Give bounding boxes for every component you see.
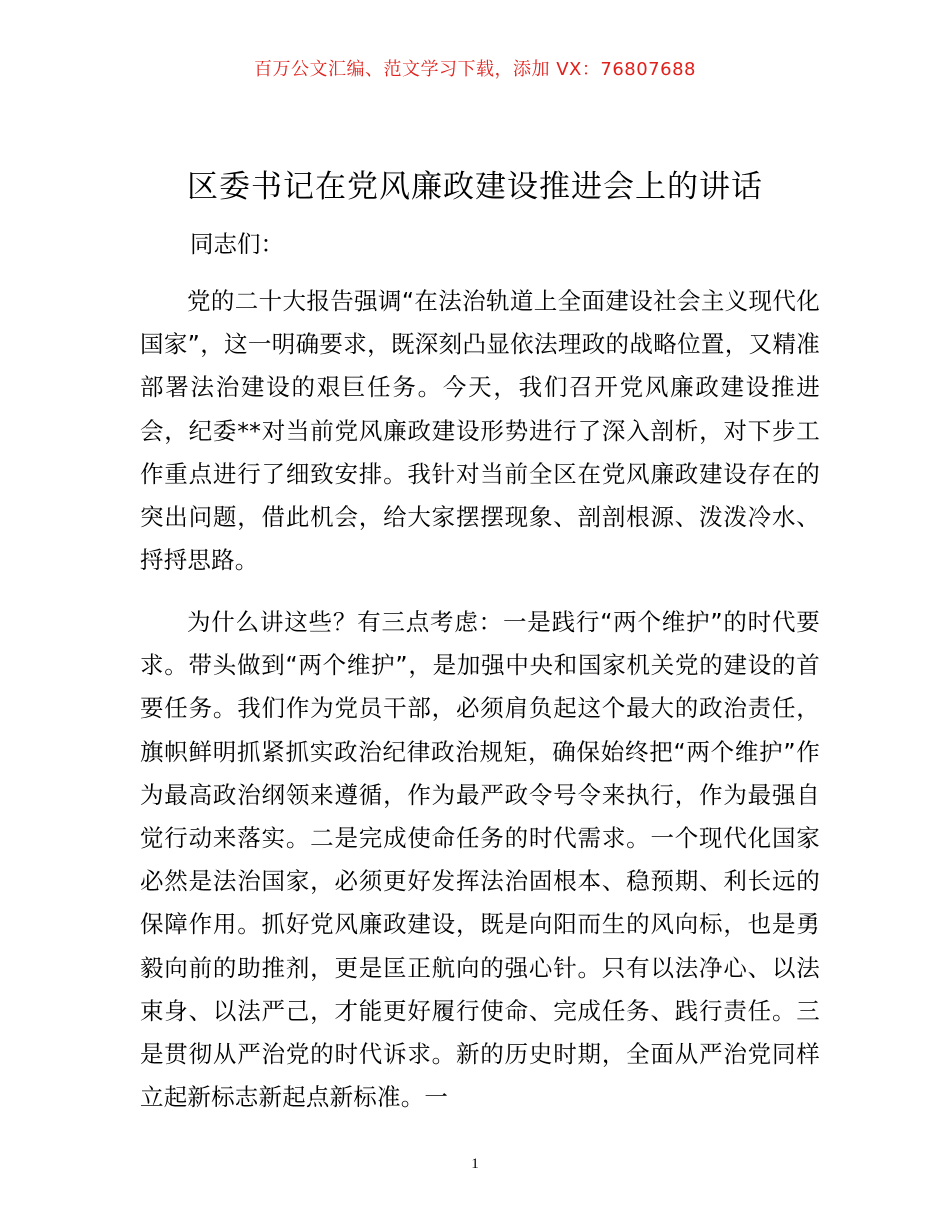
header-banner: 百万公文汇编、范文学习下载，添加 VX：76807688 — [254, 59, 696, 80]
body-paragraph-2: 为什么讲这些？有三点考虑：一是践行“两个维护”的时代要求。带头做到“两个维护”，是加强中央和国家机关党的建设的首要任务。我们作为党员干部，必须肩负起这个最大的政治责任，旗帜鲜明抓紧抓实政治纪律政治规矩，确保始终把“两个维护”作为最高政治纲领来遵循，作为最严政令号令来执行，作为最强自觉行动来落实。二是完成使命任务的时代需求。一个现代化国家必然是法治国家，必须更好发挥法治固根本、稳预期、利长远的保障作用。抓好党风廉政建设，既是向阳而生的风向标，也是勇毅向前的助推剂，更是匡正航向的强心针。只有以法净心、以法束身、以法严己，才能更好履行使命、完成任务、践行责任。三是贯彻从严治党的时代诉求。新的历史时期，全面从严治党同样立起新标志新起点新标准。一 — [140, 608, 820, 1112]
document-title: 区委书记在党风廉政建设推进会上的讲话 — [187, 169, 763, 205]
body-paragraph-1: 党的二十大报告强调“在法治轨道上全面建设社会主义现代化国家”，这一明确要求，既深刻凸显依法理政的战略位置，又精准部署法治建设的艰巨任务。今天，我们召开党风廉政建设推进会，纪委**对当前党风廉政建设形势进行了深入剖析，对下步工作重点进行了细致安排。我针对当前全区在党风廉政建设存在的突出问题，借此机会，给大家摆摆现象、剖剖根源、泼泼冷水、捋捋思路。 — [140, 287, 820, 575]
salutation: 同志们： — [190, 230, 284, 258]
page-number: 1 — [471, 1156, 479, 1172]
